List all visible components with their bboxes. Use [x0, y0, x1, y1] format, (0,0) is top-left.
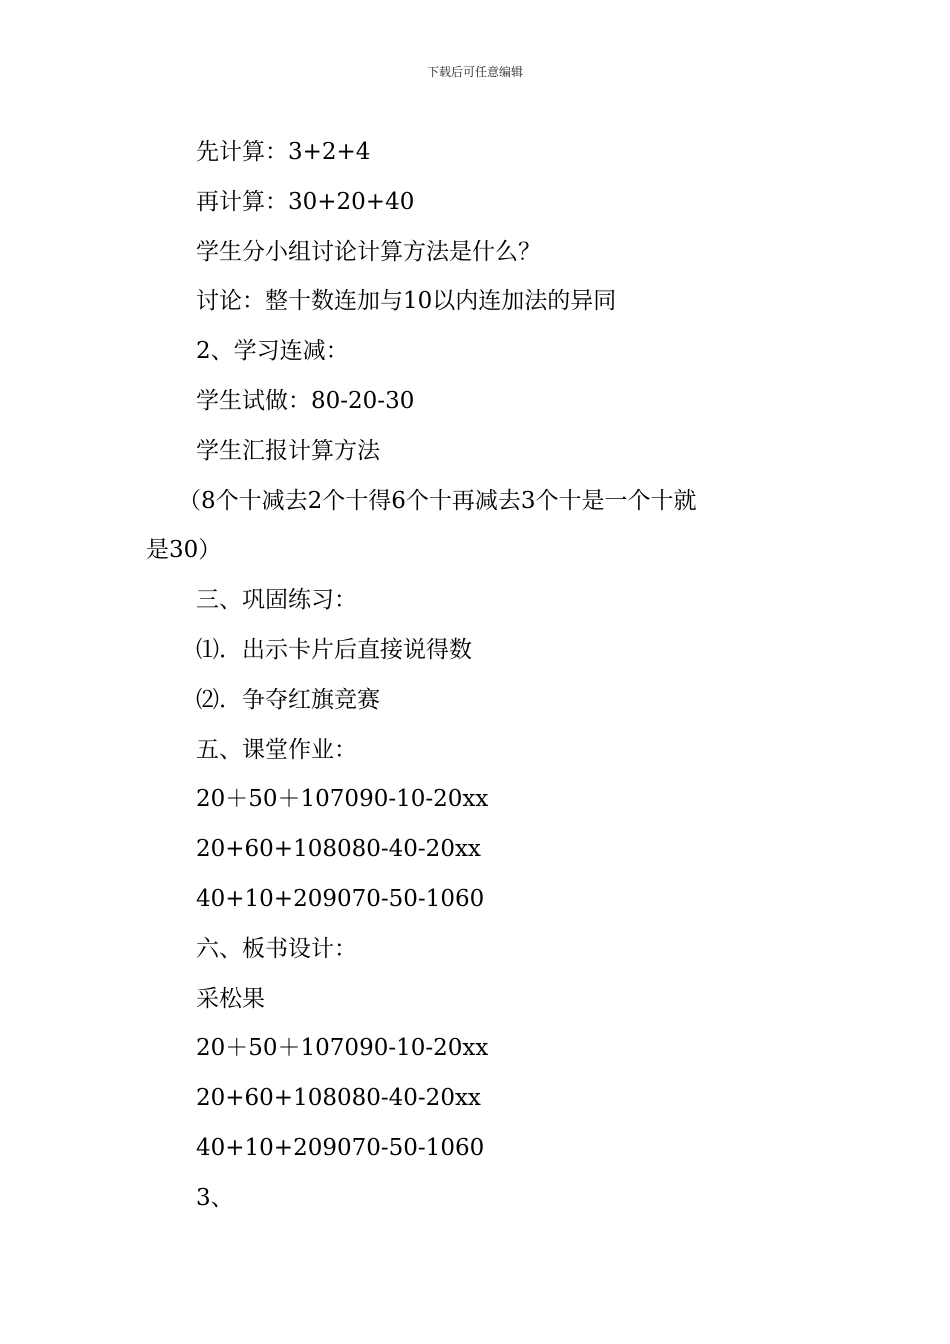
text-line: 学生分小组讨论计算方法是什么？ [196, 238, 541, 265]
text-line: 2、学习连减： [196, 338, 349, 365]
document-body [146, 128, 826, 1224]
text-line: ⑵．争夺红旗竞赛 [196, 686, 380, 713]
text-line: 20+60+108080-40-20xx [196, 1085, 481, 1112]
text-line: 讨论：整十数连加与10以内连加法的异同 [196, 288, 617, 315]
text-line: 20＋50＋107090-10-20xx [196, 786, 489, 813]
text-line: 40+10+209070-50-1060 [196, 1134, 485, 1161]
section-heading: 五、课堂作业： [196, 736, 357, 763]
text-line: 是30） [146, 537, 222, 564]
text-line: 3、 [196, 1184, 234, 1211]
page-header: 下载后可任意编辑 [426, 65, 523, 79]
text-line: 学生试做：80-20-30 [196, 387, 415, 414]
text-line: 先计算：3+2+4 [196, 139, 371, 165]
text-line: （8个十减去2个十得6个十再减去3个十是一个十就 [178, 487, 697, 514]
text-line: 20＋50＋107090-10-20xx [196, 1035, 489, 1062]
text-line: 学生汇报计算方法 [196, 437, 380, 464]
section-heading: 六、板书设计： [196, 935, 357, 962]
text-line: 采松果 [196, 985, 265, 1012]
text-line: 40+10+209070-50-1060 [196, 885, 485, 912]
text-line: 再计算：30+20+40 [196, 188, 415, 215]
text-line: ⑴．出示卡片后直接说得数 [196, 636, 472, 663]
text-line: 20+60+108080-40-20xx [196, 836, 481, 863]
section-heading: 三、巩固练习： [196, 587, 357, 614]
